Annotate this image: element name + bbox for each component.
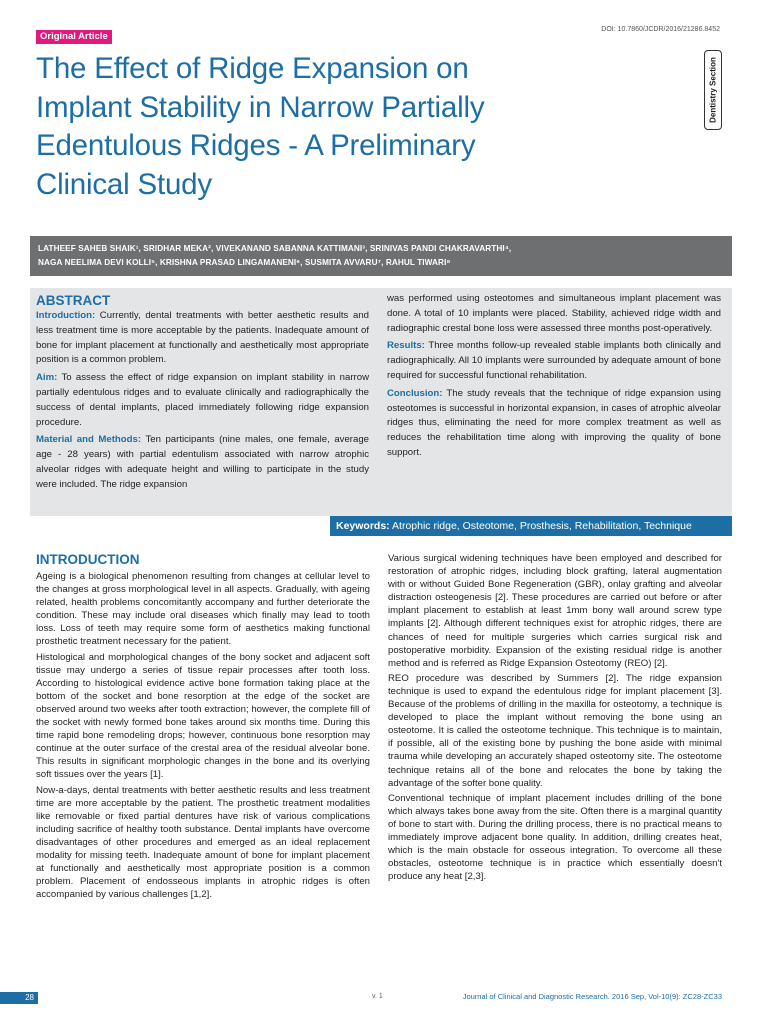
introduction-heading: INTRODUCTION [36, 552, 140, 567]
section-tab [704, 50, 722, 130]
abstract-left-column [36, 292, 369, 496]
keywords-label: Keywords: [336, 520, 390, 532]
article-title: The Effect of Ridge Expansion on Implant Stability in Narrow Partially Edentulous Ridges - A Preliminary Clinical Study [36, 52, 485, 201]
page-number: 28 [0, 992, 38, 1004]
section-label: Dentistry Section [708, 57, 718, 123]
author-line-1: LATHEEF SAHEB SHAIK¹, SRIDHAR MEKA², VIVEKANAND SABANNA KATTIMANI³, SRINIVAS PANDI CHAKRAVARTHI⁴, [38, 244, 512, 253]
abstract-right-column [387, 292, 721, 464]
keywords-text: Atrophic ridge, Osteotome, Prosthesis, Rehabilitation, Technique [389, 520, 692, 532]
text-introduction: Currently, dental treatments with better aesthetic results and less treatment time is more acceptable by the patients. Inadequate amount of bone for implant placement at functionally and aesthetically most appropriate position is a common problem. [36, 310, 369, 366]
abstract-box [30, 288, 732, 516]
text-conclusion: The study reveals that the technique of ridge expansion using osteotomes is successful in horizontal expansion, in cases of atrophic alveolar ridges thus, eliminating the need for more complex treatment as well as reduces the rehabilitation time along with improving the quality of bone support. [387, 387, 721, 458]
doi-text[interactable]: DOI: 10.7860/JCDR/2016/21286.8452 [601, 26, 720, 33]
label-aim: Aim: [36, 372, 58, 384]
abstract-results [387, 339, 721, 383]
journal-citation: Journal of Clinical and Diagnostic Research. 2016 Sep, Vol-10(9): ZC28-ZC33 [462, 992, 722, 1001]
abstract-methods [36, 433, 369, 492]
label-introduction: Introduction: [36, 310, 96, 321]
text-results: Three months follow-up revealed stable implants both clinically and radiographically. All 10 implants were surrounded by adequate amount of bone required for successful functional rehabilitation. [387, 340, 721, 381]
abstract-heading: ABSTRACT [36, 293, 111, 308]
body-left-column [36, 552, 370, 903]
label-conclusion: Conclusion: [387, 387, 443, 399]
author-bar [30, 236, 732, 276]
label-methods: Material and Methods: [36, 434, 142, 446]
body-right-column [388, 552, 722, 885]
article-type-badge: Original Article [36, 30, 112, 44]
text-methods: Ten participants (nine males, one female, average age - 28 years) with partial edentulism associated with narrow atrophic alveolar ridges with adequate height and willing to participate in the study were included. The ridge expansion [36, 434, 369, 490]
body-paragraph-5: REO procedure was described by Summers [2]. The ridge expansion technique is used to expand the edentulous ridge for implant placement [3]. Because of the problems of drilling in the maxilla for osteotomy, a technique is developed to place the implant without removing the bone using an osteotome. It is called the osteotome technique. This technique is to maintain, if possible, all of the existing bone by pushing the bone aside with minimal trauma while developing an accurately shaped osteotomy site. The osteotome technique retains all of the bone and relocates the bone by taking the advantage of the softer bone quality. [388, 672, 722, 789]
body-paragraph-4: Various surgical widening techniques have been employed and described for restoration of atrophic ridges, including block grafting, lateral augmentation with or without Guided Bone Regeneration (GBR), onlay grafting and alveolar distraction osteogenesis [2]. These procedures are carried out before or after implant placement to establish at least 1mm bony wall around screw type implants [2]. Although different techniques exist for atrophic ridges, there are chances of need for multiple surgeries which carries surgical risk and postoperative morbidity. Expansion of the existing residual ridge is another method and is referred as Ridge Expansion Osteotomy (REO) [2]. [388, 553, 722, 669]
body-paragraph-1: Ageing is a biological phenomenon resulting from changes at cellular level to the changes at gross morphological level in all aspects. Gradually, with ageing related, health problems concomitantly accompany and further deteriorate the condition. These may include oral diseases which finally may lead to tooth loss. Loss of teeth may require some form of aesthetics making functional prosthetic treatment necessary for the patient. [36, 571, 370, 648]
author-line-2: NAGA NEELIMA DEVI KOLLI⁵, KRISHNA PRASAD LINGAMANENI⁶, SUSMITA AVVARU⁷, RAHUL TIWARI⁸ [38, 258, 451, 267]
body-paragraph-2: Histological and morphological changes of the bony socket and adjacent soft tissue may undergo a series of tissue repair processes after tooth loss. According to histological evidence active bone formation taking place at the bottom of the socket and bone resorption at the edge of the socket are observed around two weeks after tooth extraction; however, the complete fill of the socket with newly formed bone takes around six months time. During this time rapid bone remodeling drops; however, continuous bone resorption may continue at the outer surface of the crestal area of the residual alveolar bone. This results in significant morphologic changes in the bone and its overlying soft tissues over the years [1]. [36, 651, 370, 781]
label-results: Results: [387, 340, 425, 352]
version-label: v. 1 [372, 993, 383, 1000]
keywords-bar [330, 516, 732, 536]
abstract-aim [36, 371, 369, 430]
body-paragraph-6: Conventional technique of implant placement includes drilling of the bone which always takes bone away from the site. Often there is a marginal quantity of bone to start with. During the drilling process, there is no practical means to immediately improve adjacent bone quality. In addition, drilling creates heat, which is the main obstacle for osseous integration. To overcome all these obstacles, osteotome technique is in practice which essentially doesn't produce any heat [2,3]. [388, 792, 722, 883]
abstract-methods-continued: was performed using osteotomes and simultaneous implant placement was done. A total of 10 implants were placed. Stability, achieved ridge width and radiographic crestal bone loss were assessed three months post-operatively. [387, 293, 721, 334]
abstract-introduction [36, 309, 369, 368]
body-paragraph-3: Now-a-days, dental treatments with better aesthetic results and less treatment time are more acceptable by the patient. The prosthetic treatment modalities like removable or fixed partial dentures have risk of various complications including sacrifice of healthy tooth substance. Dental implants have overcome disadvantages of other procedures and emerged as an ideal replacement modality for missing teeth. Inadequate amount of bone for implant placement at functionally and aesthetically most appropriate position is a common problem. Placement of endosseous implants in atrophic ridges is often accompanied by various challenges [1,2]. [36, 784, 370, 901]
abstract-conclusion [387, 387, 721, 461]
text-aim: To assess the effect of ridge expansion on implant stability in narrow partially edentulous ridges and to evaluate clinically and radiographically the success of dental implants, placed immediately following ridge expansion procedure. [36, 372, 369, 428]
